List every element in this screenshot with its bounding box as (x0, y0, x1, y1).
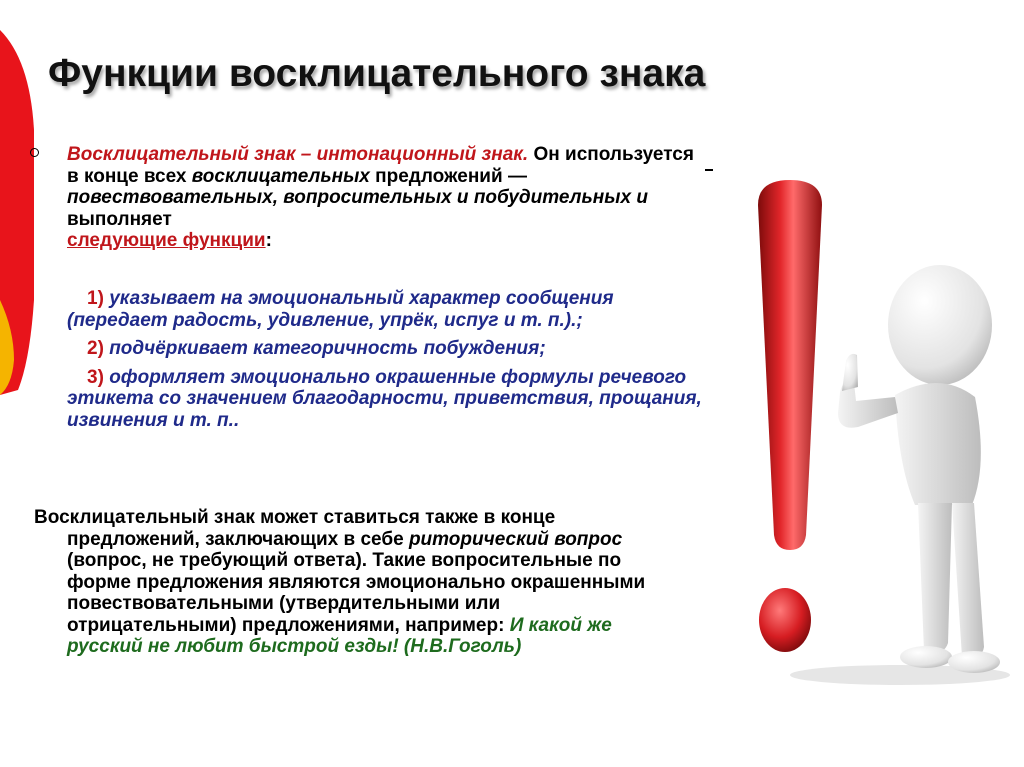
page-title: Функции восклицательного знака (48, 52, 706, 95)
intro-lead: Восклицательный знак – интонационный знак. (67, 144, 529, 165)
list-item: 2) подчёркивает категоричность побуждения; (87, 338, 546, 359)
rhetorical-paragraph: Восклицательный знак может ставиться также в конце предложений, заключающих в себе риторический вопрос (вопрос, не требующий ответа). Такие вопросительные по форме предложения являются эмоционально окрашенными повествовательными (утвердительными или отрицательными) предложениями, например: И какой же русский не любит быстрой езды! (Н.В.Гоголь) (34, 507, 646, 657)
exclamation-figure-illustration (730, 165, 1020, 690)
bullet-icon (30, 148, 39, 157)
list-item: 1) указывает на эмоциональный характер сообщения (передает радость, удивление, упрёк, испуг и т. п.).; (67, 288, 614, 331)
decorative-side-stripe (0, 0, 40, 400)
example-quote: И какой же русский не любит быстрой езды! (Н.В.Гоголь) (67, 614, 612, 657)
list-item: 3) оформляет эмоционально окрашенные формулы речевого этикета со значением благодарности, приветствия, прощания, извинения и т. п.. (67, 366, 702, 431)
intro-paragraph: Восклицательный знак – интонационный знак. Он используется в конце всех восклицательных предложений — повествовательных, вопросительных и побудительных и выполняет следующие функции: (67, 144, 694, 251)
functions-list (67, 288, 707, 438)
functions-link[interactable]: следующие функции (67, 230, 266, 251)
